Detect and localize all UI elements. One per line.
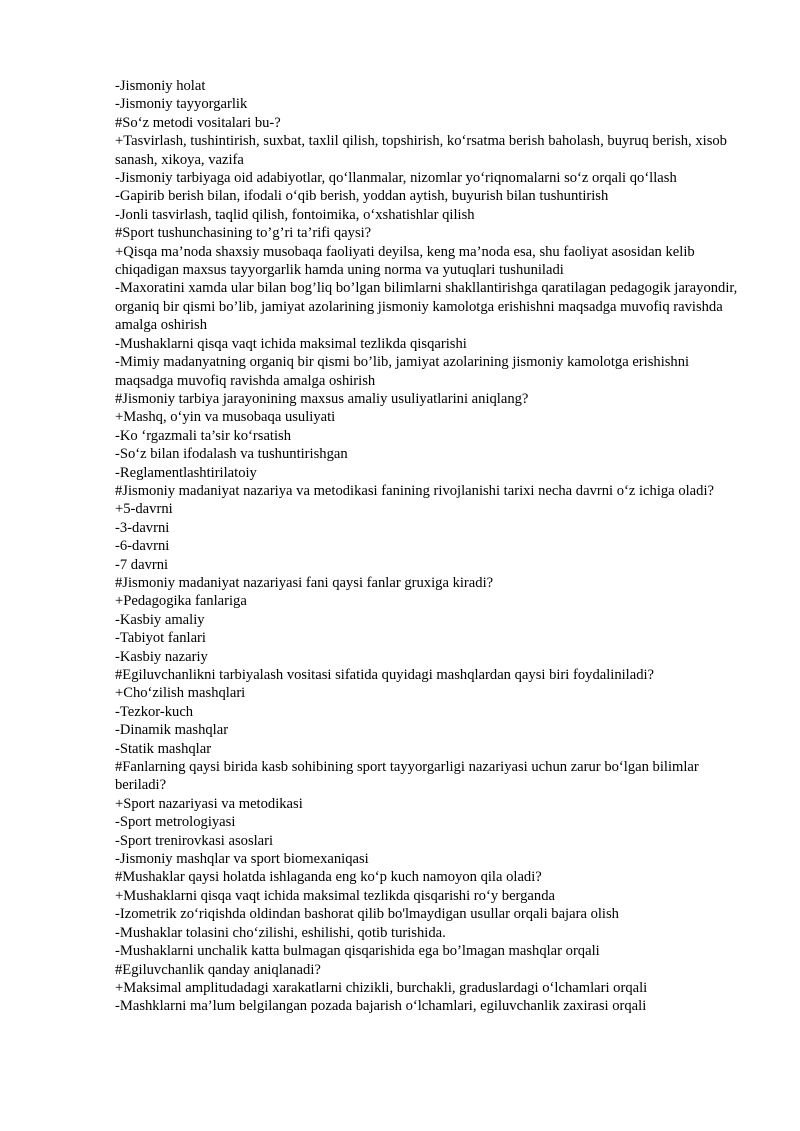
answer-option: -Jismoniy tarbiyaga oid adabiyotlar, qo‘llanmalar, nizomlar yo‘riqnomalarni so‘z orqali qo‘llash: [115, 170, 677, 187]
answer-option: -Mimiy madanyatning organiq bir qismi bo’lib, jamiyat azolarining jismoniy kamolotga erishishni maqsadga muvofiq ravishda amalga oshirish: [115, 354, 690, 389]
answer-option: -Mushaklarni unchalik katta bulmagan qisqarishida ega bo’lmagan mashqlar orqali: [115, 943, 600, 960]
correct-answer: +Mushaklarni qisqa vaqt ichida maksimal tezlikda qisqarishi ro‘y berganda: [115, 887, 555, 904]
question: #Fanlarning qaysi birida kasb sohibining sport tayyorgarligi nazariyasi uchun zarur bo‘lgan bilimlar beriladi?: [115, 759, 699, 794]
correct-answer: +Sport nazariyasi va metodikasi: [115, 795, 303, 812]
correct-answer: +Maksimal amplitudadagi xarakatlarni chizikli, burchakli, graduslardagi o‘lchamlari orqali: [115, 979, 648, 996]
correct-answer: +Pedagogika fanlariga: [115, 593, 247, 610]
question: #Jismoniy tarbiya jarayonining maxsus amaliy usuliyatlarini aniqlang?: [115, 390, 529, 407]
answer-option: -Maxoratini xamda ular bilan bog’liq bo’lgan bilimlarni shakllantirishga qaratilagan pedagogik jarayondir, organiq bir qismi bo’lib, jamiyat azolarining jismoniy kamolotga erishishni maqsadga muvofiq ravishda amalga oshirish: [115, 280, 738, 334]
answer-option: -So‘z bilan ifodalash va tushuntirishgan: [115, 446, 348, 463]
answer-option: -7 davrni: [115, 556, 169, 573]
answer-option: -Sport trenirovkasi asoslari: [115, 832, 274, 849]
answer-option: -Kasbiy amaliy: [115, 611, 205, 628]
answer-option: -6-davrni: [115, 538, 170, 555]
answer-option: -Jismoniy holat: [115, 78, 206, 94]
question: #Egiluvchanlik qanday aniqlanadi?: [115, 961, 321, 978]
answer-option: -Dinamik mashqlar: [115, 722, 229, 739]
answer-option: -Tabiyot fanlari: [115, 630, 206, 647]
question: #Mushaklar qaysi holatda ishlaganda eng ko‘p kuch namoyon qila oladi?: [115, 869, 542, 886]
question: #So‘z metodi vositalari bu-?: [115, 114, 281, 131]
document-page: [115, 77, 745, 1016]
correct-answer: +Cho‘zilish mashqlari: [115, 685, 246, 702]
answer-option: -Kasbiy nazariy: [115, 648, 208, 665]
answer-option: -Ko ‘rgazmali ta’sir ko‘rsatish: [115, 427, 292, 444]
correct-answer: +Qisqa ma’noda shaxsiy musobaqa faoliyati deyilsa, keng ma’noda esa, shu faoliyat asosidan kelib chiqadigan maxsus tayyorgarlik hamda uning norma va yutuqlari tushuniladi: [115, 243, 695, 279]
question: #Jismoniy madaniyat nazariyasi fani qaysi fanlar gruxiga kiradi?: [115, 574, 494, 591]
question: #Sport tushunchasining to’g’ri ta’rifi qaysi?: [115, 225, 372, 242]
correct-answer: +5-davrni: [115, 501, 173, 518]
question: #Egiluvchanlikni tarbiyalash vositasi sifatida quyidagi mashqlardan qaysi biri foydaliniladi?: [115, 667, 655, 683]
answer-option: -3-davrni: [115, 519, 170, 536]
answer-option: -Jonli tasvirlash, taqlid qilish, fontoimika, o‘xshatishlar qilish: [115, 206, 475, 223]
answer-option: -Jismoniy mashqlar va sport biomexaniqasi: [115, 851, 369, 868]
question: #Jismoniy madaniyat nazariya va metodikasi fanining rivojlanishi tarixi necha davrni o‘z ichiga oladi?: [115, 482, 714, 499]
answer-option: -Statik mashqlar: [115, 740, 212, 757]
answer-option: -Tezkor-kuch: [115, 703, 194, 720]
answer-option: -Jismoniy tayyorgarlik: [115, 96, 248, 113]
answer-option: -Reglamentlashtirilatoiy: [115, 464, 257, 481]
correct-answer: +Mashq, o‘yin va musobaqa usuliyati: [115, 409, 336, 426]
answer-option: -Mushaklar tolasini cho‘zilishi, eshilishi, qotib turishida.: [115, 924, 446, 941]
answer-option: -Gapirib berish bilan, ifodali o‘qib berish, yoddan aytish, buyurish bilan tushuntirish: [115, 188, 609, 205]
answer-option: -Mushaklarni qisqa vaqt ichida maksimal tezlikda qisqarishi: [115, 335, 467, 352]
correct-answer: +Tasvirlash, tushintirish, suxbat, taxlil qilish, topshirish, ko‘rsatma berish baholash, buyruq berish, xisob sanash, xikoya, vazifa: [115, 133, 727, 168]
answer-option: -Sport metrologiyasi: [115, 814, 236, 831]
answer-option: -Mashklarni ma’lum belgilangan pozada bajarish o‘lchamlari, egiluvchanlik zaxirasi orqali: [115, 998, 647, 1015]
answer-option: -Izometrik zo‘riqishda oldindan bashorat qilib bo'lmaydigan usullar orqali bajara olish: [115, 906, 619, 923]
